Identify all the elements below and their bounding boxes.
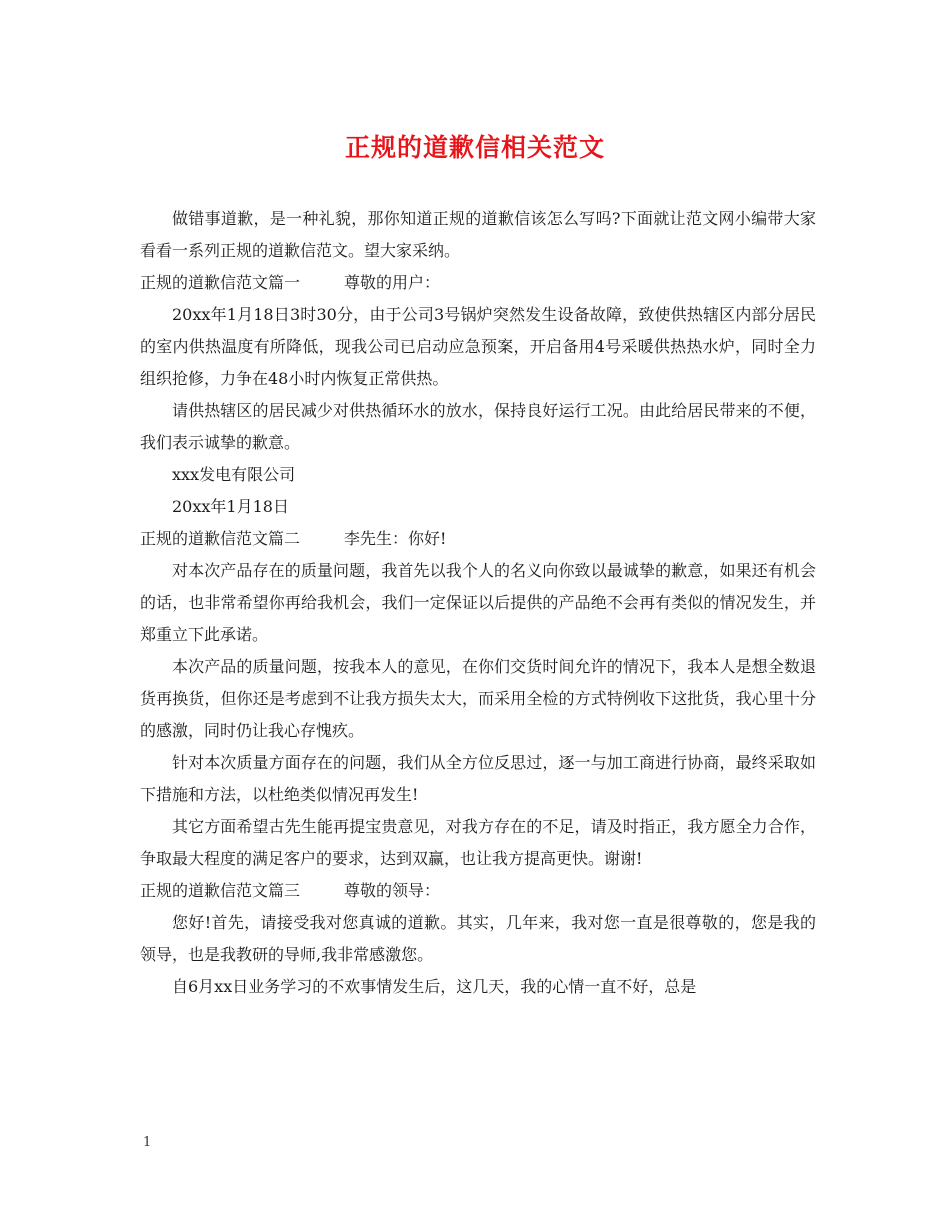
section-title: 正规的道歉信范文篇二 [140,529,301,548]
section-heading-1 [140,267,816,299]
salutation: 李先生：你好! [344,529,447,548]
section2-paragraph-2: 本次产品的质量问题，按我本人的意见，在你们交货时间允许的情况下，我本人是想全数退货再换货，但你还是考虑到不让我方损失太大，而采用全检的方式特例收下这批货，我心里十分的感激，同时仍让我心存愧疚。 [140,657,816,740]
section-heading-2 [140,523,816,555]
section-title: 正规的道歉信范文篇一 [140,273,301,292]
section1-paragraph-1: 20xx年1月18日3时30分，由于公司3号锅炉突然发生设备故障，致使供热辖区内部分居民的室内供热温度有所降低，现我公司已启动应急预案，开启备用4号采暖供热热水炉，同时全力组织抢修，力争在48小时内恢复正常供热。 [140,305,816,388]
section1-signature: xxx发电有限公司 [172,465,296,484]
section-heading-3 [140,875,816,907]
section1-paragraph-2: 请供热辖区的居民减少对供热循环水的放水，保持良好运行工况。由此给居民带来的不便，我们表示诚挚的歉意。 [140,401,816,452]
document-body [140,203,816,1003]
section1-date: 20xx年1月18日 [172,497,289,516]
section-title: 正规的道歉信范文篇三 [140,881,301,900]
section2-paragraph-3: 针对本次质量方面存在的问题，我们从全方位反思过，逐一与加工商进行协商，最终采取如下措施和方法，以杜绝类似情况再发生! [140,753,816,804]
section2-paragraph-4: 其它方面希望古先生能再提宝贵意见，对我方存在的不足，请及时指正，我方愿全力合作，争取最大程度的满足客户的要求，达到双赢，也让我方提高更快。谢谢! [140,817,816,868]
page-number: 1 [143,1135,152,1150]
salutation: 尊敬的领导： [344,881,441,900]
section2-paragraph-1: 对本次产品存在的质量问题，我首先以我个人的名义向你致以最诚挚的歉意，如果还有机会的话，也非常希望你再给我机会，我们一定保证以后提供的产品绝不会再有类似的情况发生，并郑重立下此承诺。 [140,561,816,644]
intro-paragraph: 做错事道歉，是一种礼貌，那你知道正规的道歉信该怎么写吗?下面就让范文网小编带大家看看一系列正规的道歉信范文。望大家采纳。 [140,209,816,260]
document-title: 正规的道歉信相关范文 [344,133,605,162]
section3-paragraph-1: 您好!首先，请接受我对您真诚的道歉。其实，几年来，我对您一直是很尊敬的，您是我的领导，也是我教研的导师,我非常感激您。 [140,913,816,964]
salutation: 尊敬的用户： [344,273,441,292]
section3-paragraph-2: 自6月xx日业务学习的不欢事情发生后，这几天，我的心情一直不好，总是 [172,977,697,996]
